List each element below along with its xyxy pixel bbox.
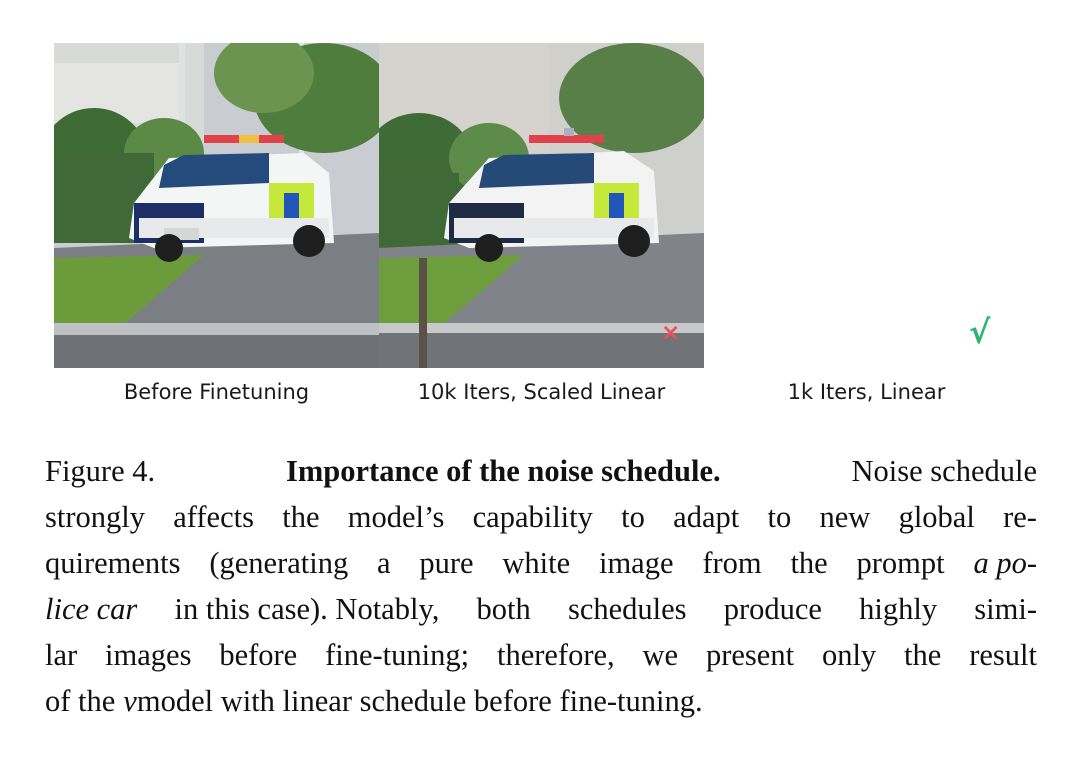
caption-word: prompt bbox=[856, 546, 945, 580]
caption-word: present bbox=[705, 638, 795, 672]
prompt-text: a po- bbox=[973, 546, 1037, 580]
caption-word: capability bbox=[472, 500, 593, 534]
caption-word: to bbox=[767, 500, 792, 534]
caption-word: highly bbox=[859, 592, 938, 626]
caption-word: lar bbox=[45, 638, 78, 672]
prompt-text: lice car bbox=[45, 592, 138, 626]
image-10k-iters-scaled-linear bbox=[379, 43, 704, 368]
caption-word: image bbox=[598, 546, 674, 580]
caption-words: of the bbox=[45, 684, 116, 718]
caption-word: white bbox=[502, 546, 571, 580]
caption-word: both bbox=[476, 592, 531, 626]
caption-line bbox=[45, 586, 1037, 632]
caption-word: pure bbox=[419, 546, 474, 580]
figure-number: Figure 4. bbox=[45, 454, 156, 488]
caption-word: the bbox=[282, 500, 320, 534]
image-before-finetuning bbox=[54, 43, 379, 368]
caption-line bbox=[45, 448, 1037, 494]
caption-word: result bbox=[969, 638, 1037, 672]
caption-words: Noise schedule bbox=[851, 454, 1037, 488]
figure-title: Importance of the noise schedule. bbox=[286, 454, 721, 488]
caption-word: new bbox=[819, 500, 871, 534]
caption-word: strongly bbox=[45, 500, 145, 534]
caption-word: to bbox=[621, 500, 645, 534]
caption-word: model’s bbox=[347, 500, 445, 534]
caption-word: we bbox=[642, 638, 679, 672]
caption-word: in this case). Notably, bbox=[174, 592, 440, 626]
caption-word: re- bbox=[1003, 500, 1037, 534]
caption-word: simi- bbox=[974, 592, 1037, 626]
caption-line bbox=[45, 540, 1037, 586]
panel-label-linear: 1k Iters, Linear bbox=[787, 380, 946, 404]
caption-word: affects bbox=[173, 500, 254, 534]
caption-word: produce bbox=[723, 592, 822, 626]
caption-line bbox=[45, 632, 1037, 678]
figure-caption bbox=[45, 448, 1037, 724]
panel-label-scaled-linear: 10k Iters, Scaled Linear bbox=[417, 380, 666, 404]
caption-word: from bbox=[702, 546, 762, 580]
caption-line bbox=[45, 494, 1037, 540]
caption-word: the bbox=[790, 546, 828, 580]
caption-word: therefore, bbox=[496, 638, 615, 672]
caption-word: fine-tuning; bbox=[325, 638, 470, 672]
caption-word: before bbox=[219, 638, 298, 672]
caption-word: a bbox=[377, 546, 391, 580]
caption-word: global bbox=[898, 500, 975, 534]
variable-v: v bbox=[123, 684, 137, 718]
caption-word: the bbox=[904, 638, 942, 672]
caption-words: model with linear schedule before fine-tuning. bbox=[136, 684, 703, 718]
caption-word: quirements bbox=[45, 546, 181, 580]
caption-word: only bbox=[821, 638, 877, 672]
caption-word: adapt bbox=[673, 500, 740, 534]
caption-word: schedules bbox=[567, 592, 687, 626]
caption-word: (generating bbox=[209, 546, 349, 580]
panel-label-before-finetuning: Before Finetuning bbox=[123, 380, 310, 404]
check-icon: √ bbox=[969, 313, 991, 351]
caption-word: images bbox=[105, 638, 192, 672]
caption-line bbox=[45, 678, 1037, 724]
cross-icon: × bbox=[661, 320, 681, 346]
